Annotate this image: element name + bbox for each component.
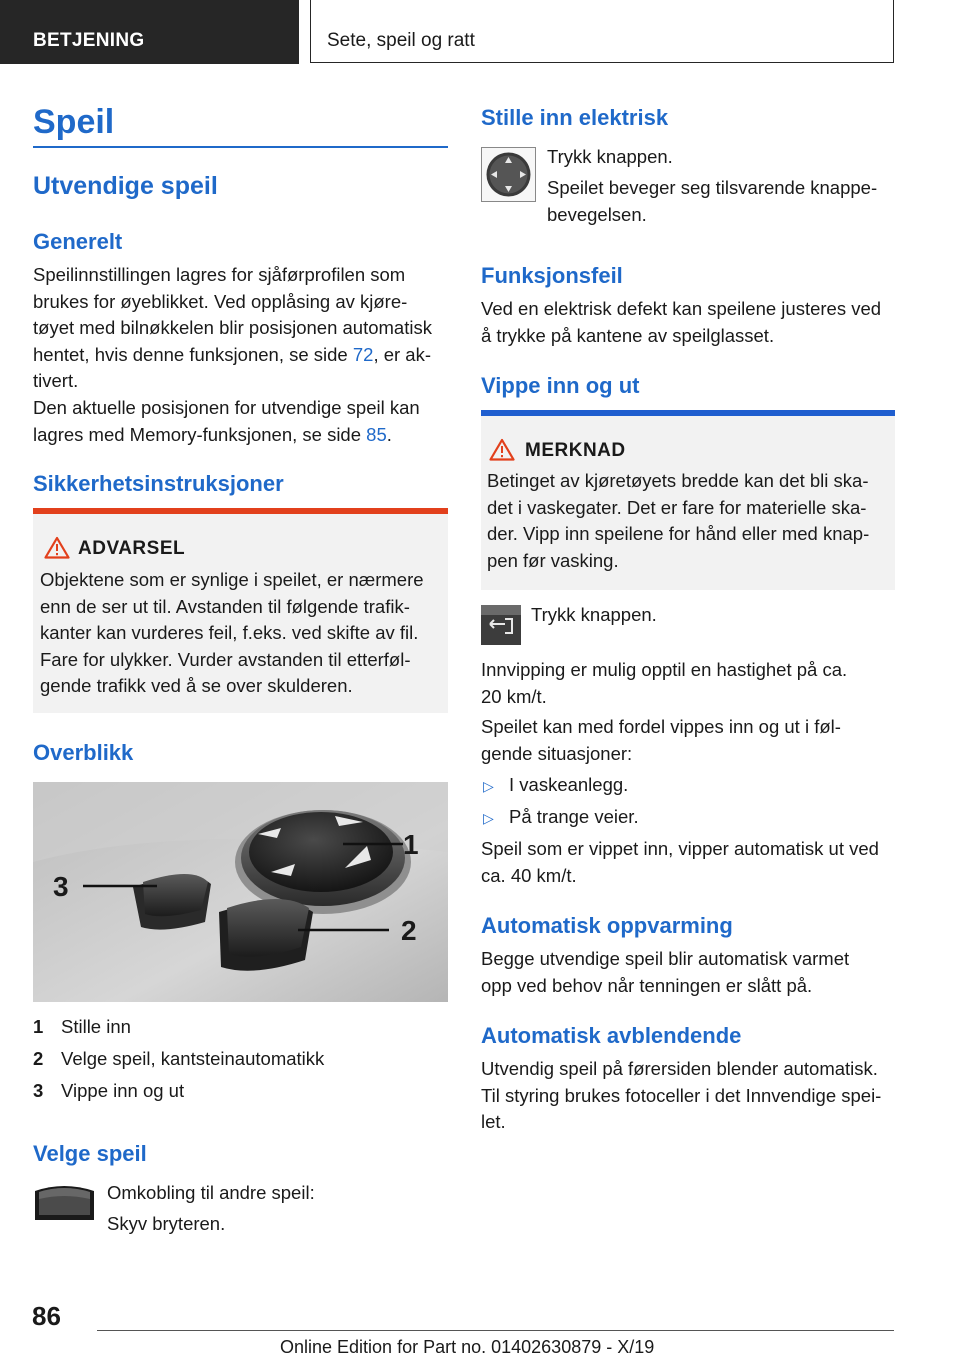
legend-text: Velge speil, kantsteinautomatikk [61,1048,325,1069]
select-line-2: Skyv bryteren. [107,1213,226,1234]
callout-1: 1 [403,829,419,860]
subtitle-outer-mirrors: Utvendige speil [33,172,218,200]
electric-line-1: Trykk knappen. [547,146,673,167]
section-tab [0,0,299,64]
mirror-adjust-button-icon [481,147,536,202]
note-text: Betinget av kjøretøyets bredde kan det bli ska- det i vaskegater. Det er fare for materielle ska- der. Vipp inn speilene for hånd eller med knap- pen før vasking. [487,470,870,571]
heading-general: Generelt [33,229,123,254]
callout-3: 3 [53,871,69,902]
chapter-label: Sete, speil og ratt [327,30,475,51]
legend-text: Stille inn [61,1016,131,1037]
page-number: 86 [32,1301,61,1331]
select-line-1: Omkobling til andre speil: [107,1182,315,1203]
chapter-tab [310,0,894,63]
fold-advantage-text: Speilet kan med fordel vippes inn og ut i føl- gende situasjoner: [481,716,841,764]
legend-number: 3 [33,1080,44,1101]
heading-overview: Overblikk [33,740,134,765]
warning-title: ADVARSEL [78,538,186,559]
heading-safety: Sikkerhetsinstruksjoner [33,471,284,496]
warning-triangle-icon [44,536,70,559]
heading-select-mirror: Velge speil [33,1141,147,1166]
fold-auto-text: Speil som er vippet inn, vipper automatisk ut ved ca. 40 km/t. [481,838,879,886]
heading-malfunction: Funksjonsfeil [481,263,623,288]
warning-bar [33,508,448,514]
mirror-control-photo [33,782,448,1002]
section-label: BETJENING [33,30,145,51]
title-rule [33,146,448,148]
fold-button-icon [481,605,521,645]
bullet-triangle-icon: ▷ [483,778,494,794]
legend-number: 2 [33,1048,44,1069]
warning-box [33,508,448,713]
bullet-item: I vaskeanlegg. [509,774,629,795]
fold-speed-text: Innvipping er mulig opptil en hastighet på ca. 20 km/t. [481,659,848,707]
legend-text: Vippe inn og ut [61,1080,185,1101]
heading-adjust-electric: Stille inn elektrisk [481,105,669,130]
dimming-text: Utvendig speil på førersiden blender automatisk. Til styring brukes fotoceller i det Innvendige spei- let. [481,1058,882,1132]
general-paragraph-1: Speilinnstillingen lagres for sjåførprofilen som brukes for øyeblikket. Ved opplåsing av kjøre- tøyet med bilnøkkelen blir posisjonen automatisk hentet, hvis denne funksjonen, se side 72, er ak- tivert. [33,264,432,391]
heading-auto-dimming: Automatisk avblendende [481,1023,742,1048]
note-title: MERKNAD [525,440,626,461]
mirror-controls-illustration [33,782,448,1002]
note-triangle-icon [489,438,515,461]
footer-edition: Online Edition for Part no. 01402630879 - X/19 [280,1337,655,1357]
electric-line-2: Speilet beveger seg tilsvarende knappe- bevegelsen. [547,177,878,225]
fold-press-text: Trykk knappen. [531,604,657,625]
warning-text: Objektene som er synlige i speilet, er nærmere enn de ser ut til. Avstanden til følgende trafik- kanter kan vurderes feil, f.eks. ved skifte av fil. Fare for ulykker. Vurder avstanden til etterføl- gende trafikk ved å se over skulderen. [40,569,424,696]
general-paragraph-2: Den aktuelle posisjonen for utvendige speil kan lagres med Memory-funksjonen, se side 85. [33,397,420,445]
page-title: Speil [33,103,115,141]
page-link-85[interactable]: 85 [366,423,387,445]
legend-number: 1 [33,1016,44,1037]
heating-text: Begge utvendige speil blir automatisk varmet opp ved behov når tenningen er slått på. [481,948,850,996]
callout-2: 2 [401,915,417,946]
note-bar [481,410,895,416]
mirror-selector-switch-icon [33,1181,96,1221]
footer-rule [97,1330,894,1331]
bullet-item: På trange veier. [509,806,639,827]
malfunction-text: Ved en elektrisk defekt kan speilene justeres ved å trykke på kantene av speilglasset. [481,298,882,346]
note-box [481,410,895,590]
page-link-72[interactable]: 72 [352,343,374,365]
heading-fold: Vippe inn og ut [481,373,640,398]
heading-auto-heating: Automatisk oppvarming [481,913,733,938]
bullet-triangle-icon: ▷ [483,810,494,826]
